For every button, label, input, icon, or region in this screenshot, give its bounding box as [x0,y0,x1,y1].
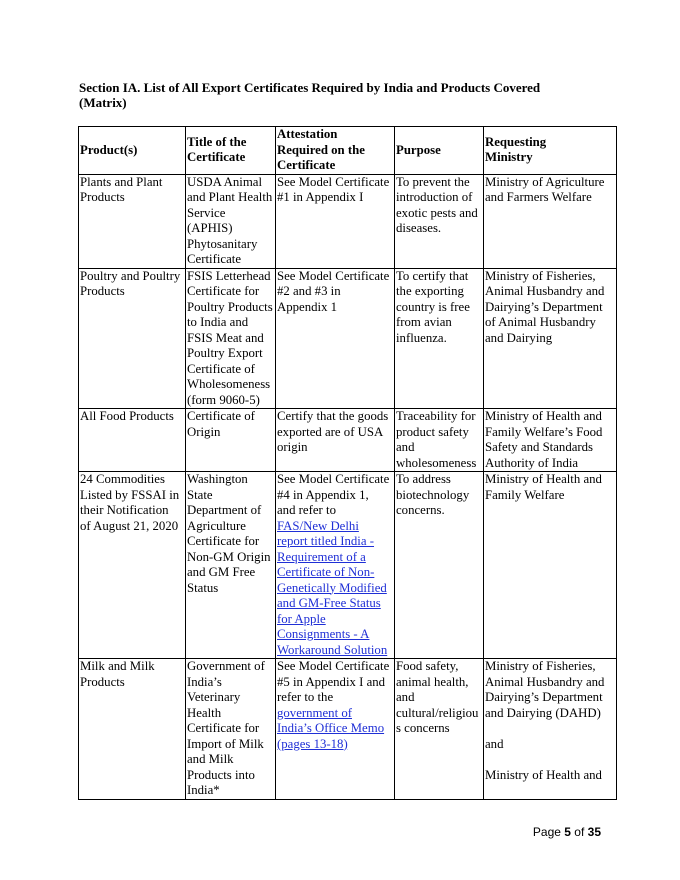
header-attestation: Attestation Required on the Certificate [276,127,395,175]
cell-purpose: To certify that the exporting country is free from avian influenza. [395,268,484,409]
cell-title: Government of India’s Veterinary Health Certificate for Import of Milk and Milk Products into India* [186,659,276,800]
table-row [79,659,617,800]
cell-title: FSIS Letterhead Certificate for Poultry Products to India and FSIS Meat and Poultry Export Certificate of Wholesomeness (form 9060-5) [186,268,276,409]
cell-purpose: Traceability for product safety and wholesomeness [395,409,484,472]
cell-ministry: Ministry of Fisheries, Animal Husbandry and Dairying’s Department and Dairying (DAHD) and Ministry of Health and [484,659,617,800]
table-row [79,409,617,472]
cell-purpose: To address biotechnology concerns. [395,472,484,659]
header-products: Product(s) [79,127,186,175]
table-row [79,174,617,268]
cell-attestation: Certify that the goods exported are of USA origin [276,409,395,472]
cell-product: Plants and Plant Products [79,174,186,268]
cell-product: 24 Commodities Listed by FSSAI in their Notification of August 21, 2020 [79,472,186,659]
cell-title: Certificate of Origin [186,409,276,472]
cell-title: USDA Animal and Plant Health Service (APHIS) Phytosanitary Certificate [186,174,276,268]
cell-attestation: See Model Certificate #4 in Appendix 1, and refer to FAS/New Delhi report titled India - Requirement of a Certificate of Non- Genetically Modified and GM-Free Status for Apple Consignments - A Workaround Solution [276,472,395,659]
table-row [79,268,617,409]
table-row [79,472,617,659]
cell-product: All Food Products [79,409,186,472]
export-certificates-table [78,126,617,800]
cell-ministry: Ministry of Fisheries, Animal Husbandry and Dairying’s Department of Animal Husbandry and Dairying [484,268,617,409]
office-memo-link[interactable]: government of India’s Office Memo (pages 13-18) [277,705,385,751]
page-number: Page 5 of 35 [532,825,601,839]
cell-ministry: Ministry of Health and Family Welfare’s Food Safety and Standards Authority of India [484,409,617,472]
cell-attestation: See Model Certificate #2 and #3 in Appendix 1 [276,268,395,409]
header-purpose: Purpose [395,127,484,175]
cell-product: Milk and Milk Products [79,659,186,800]
section-heading: Section IA. List of All Export Certificates Required by India and Products Covered (Matrix) [79,80,541,110]
cell-product: Poultry and Poultry Products [79,268,186,409]
cell-ministry: Ministry of Agriculture and Farmers Welfare [484,174,617,268]
cell-purpose: To prevent the introduction of exotic pests and diseases. [395,174,484,268]
cell-attestation: See Model Certificate #1 in Appendix I [276,174,395,268]
cell-title: Washington State Department of Agriculture Certificate for Non-GM Origin and GM Free Status [186,472,276,659]
header-title: Title of the Certificate [186,127,276,175]
fas-new-delhi-report-link[interactable]: FAS/New Delhi report titled India - Requirement of a Certificate of Non- Genetically Modified and GM-Free Status for Apple Consignments - A Workaround Solution [277,518,388,657]
cell-purpose: Food safety, animal health, and cultural/religiou s concerns [395,659,484,800]
cell-ministry: Ministry of Health and Family Welfare [484,472,617,659]
cell-attestation: See Model Certificate #5 in Appendix I and refer to the government of India’s Office Memo (pages 13-18) [276,659,395,800]
header-row [79,127,617,175]
header-ministry: Requesting Ministry [484,127,617,175]
